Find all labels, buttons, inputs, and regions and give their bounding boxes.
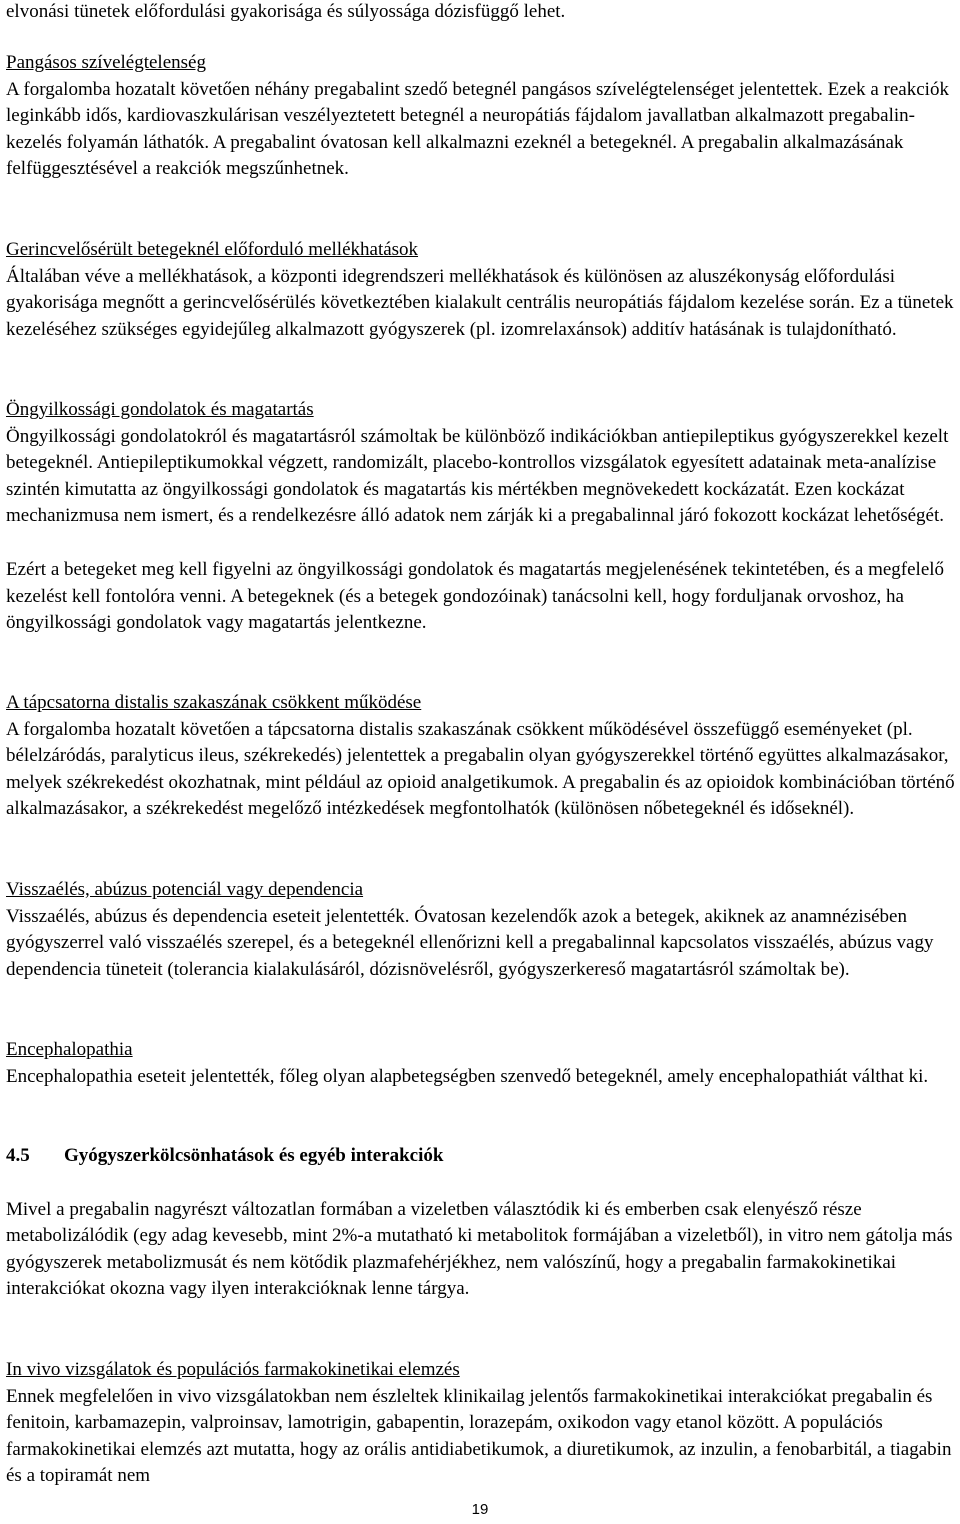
section-heading: Öngyilkossági gondolatok és magatartás <box>6 399 314 420</box>
section-gi <box>6 690 956 823</box>
section-body: Öngyilkossági gondolatokról és magatartásról számoltak be különböző indikációkban antiepileptikus gyógyszerekkel kezelt betegeknél. Antiepileptikumokkal végzett, randomizált, placebo-kontrollos vizsgálatok egyesített adatainak meta-analízise szintén kimutatta az öngyilkossági gondolatok és magatartás kis mértékben megnövekedett kockázatát. Ezen kockázat mechanizmusa nem ismert, és a rendelkezésre álló adatok nem zárják ki a pregabalinnal járó fokozott kockázat lehetőségét. <box>6 425 949 527</box>
section-heading: Pangásos szívelégtelenség <box>6 52 206 73</box>
section-heading: In vivo vizsgálatok és populációs farmakokinetikai elemzés <box>6 1359 460 1380</box>
section-number: 4.5 <box>6 1145 30 1166</box>
section-heading: A tápcsatorna distalis szakaszának csökkent működése <box>6 692 422 713</box>
section-title <box>6 1143 956 1170</box>
section-abuse <box>6 877 956 983</box>
section-invivo <box>6 1357 956 1490</box>
section-heart-failure <box>6 50 956 183</box>
section-title-text: Gyógyszerkölcsönhatások és egyéb interakciók <box>64 1145 444 1166</box>
section-heading: Gerincvelősérült betegeknél előforduló mellékhatások <box>6 239 419 260</box>
section-body: Mivel a pregabalin nagyrészt változatlan formában a vizeletben választódik ki és emberben csak elenyésző része metabolizálódik (egy adag kevesebb, mint 2%-a mutatható ki metabolitok formájában a vizeletből), in vitro nem gátolja más gyógyszerek metabolizmusát és nem kötődik plazmafehérjékhez, nem valószínű, hogy a pregabalin farmakokinetikai interakciókat okozna vagy ilyen interakcióknak lenne tárgya. <box>6 1198 953 1300</box>
section-4-5 <box>6 1143 956 1303</box>
section-suicidal <box>6 397 956 637</box>
section-body: Encephalopathia eseteit jelentették, főleg olyan alapbetegségben szenvedő betegeknél, amely encephalopathiát válthat ki. <box>6 1065 929 1087</box>
page-number: 19 <box>471 1501 489 1518</box>
section-spinal-cord <box>6 237 956 343</box>
intro-tail: elvonási tünetek előfordulási gyakorisága és súlyossága dózisfüggő lehet. <box>6 1 566 22</box>
section-body: Ennek megfelelően in vivo vizsgálatokban nem észleltek klinikailag jelentős farmakokinetikai interakciókat pregabalin és fenitoin, karbamazepin, valproinsav, lamotrigin, gabapentin, lorazepám, oxikodon vagy etanol között. A populációs farmakokinetikai elemzés azt mutatta, hogy az orális antidiabetikumok, a diuretikumok, az inzulin, a fenobarbitál, a tiagabin és a topiramát nem <box>6 1385 952 1487</box>
section-heading: Encephalopathia <box>6 1039 133 1060</box>
section-body: A forgalomba hozatalt követően a tápcsatorna distalis szakaszának csökkent működésével összefüggő eseményeket (pl. bélelzáródás, paralyticus ileus, székrekedés) jelentettek a pregabalin olyan gyógyszerekkel történő együttes alkalmazásakor, melyek székrekedést okozhatnak, mint például az opioid analgetikumok. A pregabalin és az opioidok kombinációban történő alkalmazásakor, a székrekedést megelőző intézkedések megfontolhatók (különösen nőbetegeknél és időseknél). <box>6 718 955 820</box>
section-encephalopathy <box>6 1037 956 1090</box>
section-body: A forgalomba hozatalt követően néhány pregabalint szedő betegnél pangásos szívelégtelenséget jelentettek. Ezek a reakciók leginkább idős, kardiovaszkulárisan veszélyeztetett betegnél a neuropátiás fájdalom javallatban alkalmazott pregabalin-kezelés folyamán láthatók. A pregabalint óvatosan kell alkalmazni ezeknél a betegeknél. A pregabalin alkalmazásának felfüggesztésével a reakciók megszűnhetnek. <box>6 78 949 180</box>
section-body: Visszaélés, abúzus és dependencia eseteit jelentették. Óvatosan kezelendők azok a betegek, akiknek az anamnézisében gyógyszerrel való visszaélés szerepel, és a betegeknél ellenőrizni kell a pregabalinnal kapcsolatos visszaélés, abúzus vagy dependencia tüneteit (tolerancia kialakulásáról, dózisnövelésről, gyógyszerkereső magatartásról számoltak be). <box>6 905 934 980</box>
section-body: Általában véve a mellékhatások, a központi idegrendszeri mellékhatások és különösen az aluszékonyság előfordulási gyakorisága megnőtt a gerincvelősérülés következtében kialakult centrális neuropátiás fájdalom kezelése során. Ez a tünetek kezeléséhez szükséges egyidejűleg alkalmazott gyógyszerek (pl. izomrelaxánsok) additív hatásának is tulajdonítható. <box>6 265 954 340</box>
section-heading: Visszaélés, abúzus potenciál vagy dependencia <box>6 879 364 900</box>
section-body-2: Ezért a betegeket meg kell figyelni az öngyilkossági gondolatok és magatartás megjelenésének tekintetében, és a megfelelő kezelést kell fontolóra venni. A betegeknek (és a betegek gondozóinak) tanácsolni kell, hogy forduljanak orvoshoz, ha öngyilkossági gondolatok vagy magatartás jelentkezne. <box>6 558 945 634</box>
